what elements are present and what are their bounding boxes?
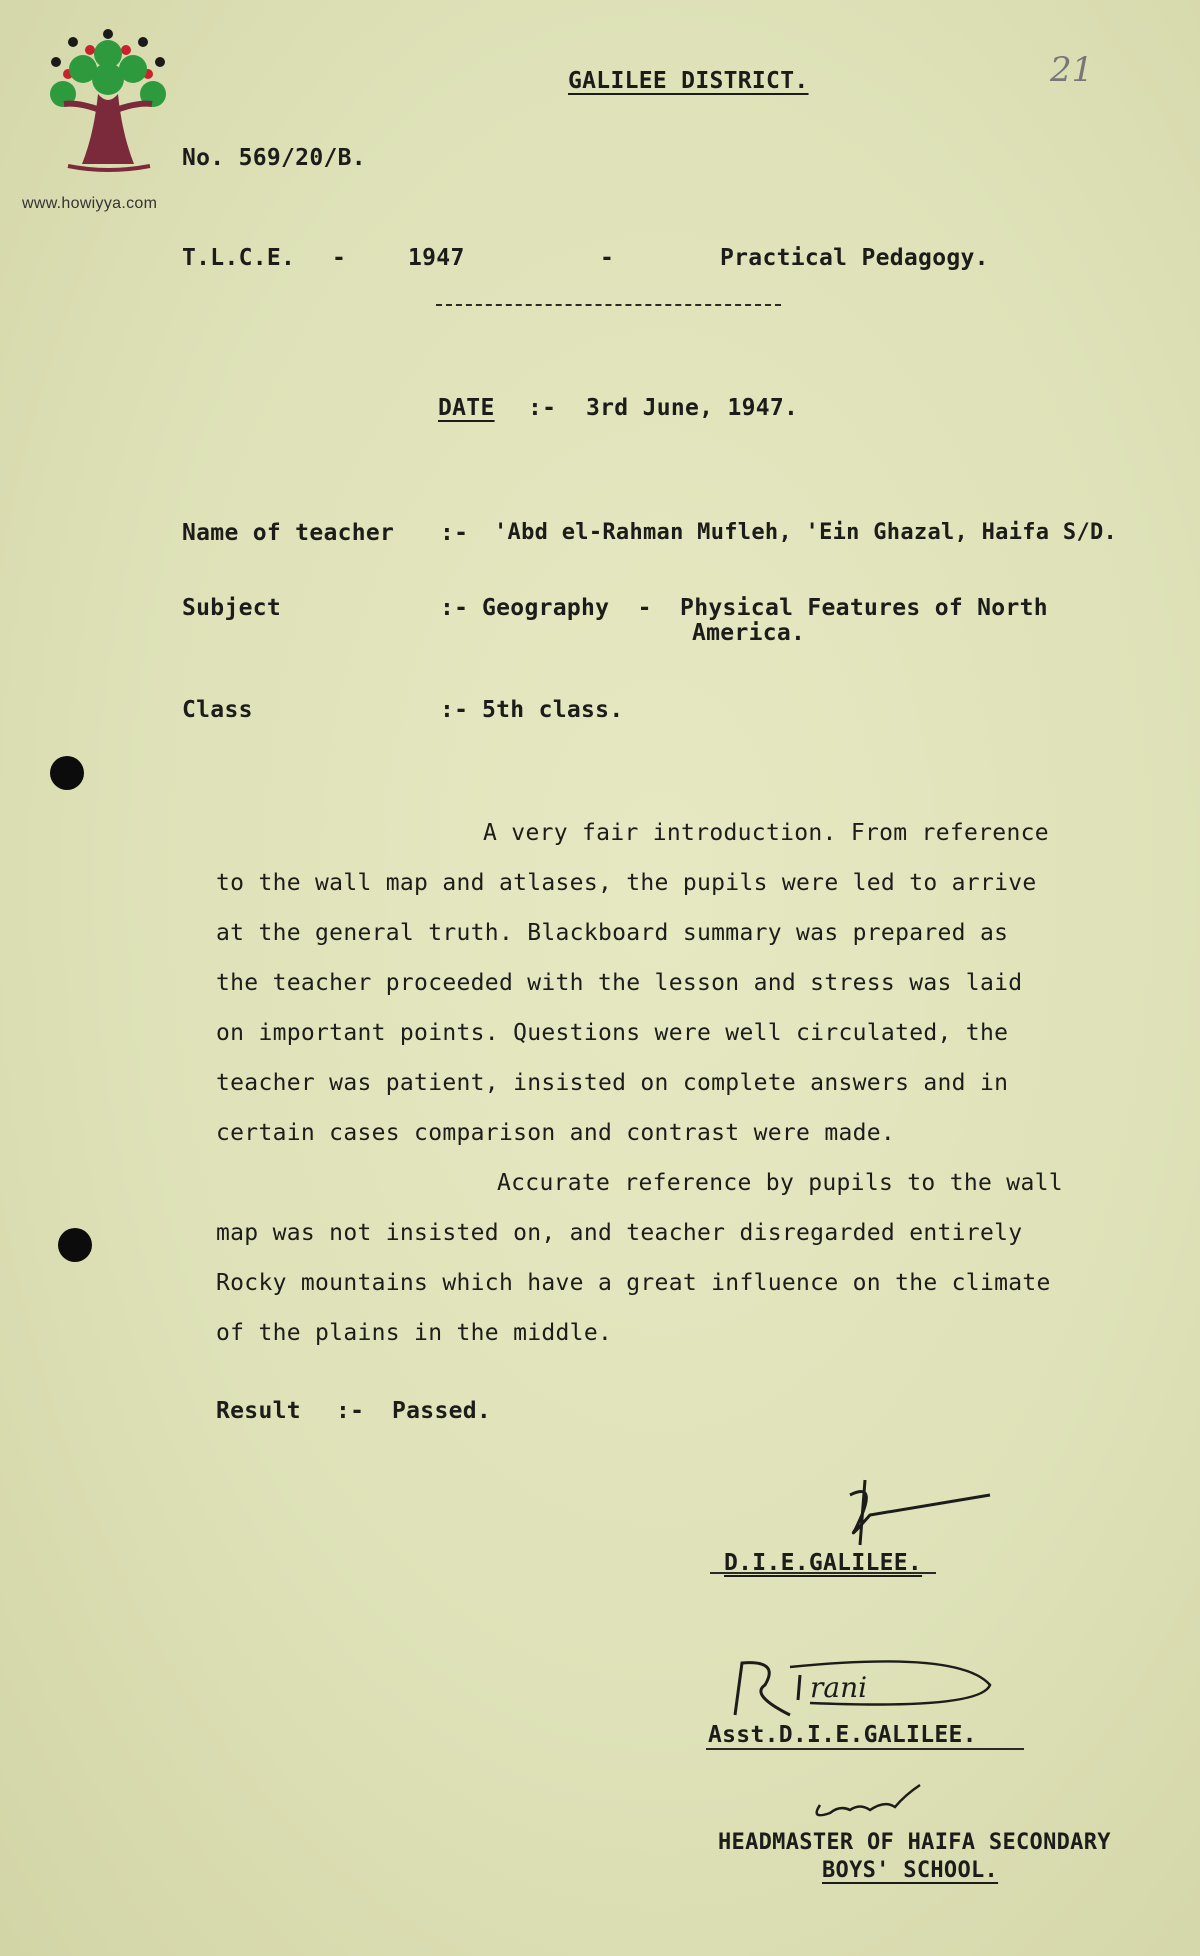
report-line: A very fair introduction. From reference — [483, 820, 1049, 846]
class-value: 5th class. — [482, 697, 624, 723]
course-name: Practical Pedagogy. — [720, 245, 989, 271]
header-dash-2: - — [600, 245, 615, 271]
signature-scrawl — [820, 1475, 1000, 1555]
page-mark: 21 — [1050, 50, 1094, 90]
report-line: the teacher proceeded with the lesson and stress was laid — [216, 970, 1023, 996]
punch-hole-top — [50, 756, 84, 790]
exam-year: 1947 — [408, 245, 465, 271]
watermark-url: www.howiyya.com — [22, 195, 158, 212]
punch-hole-bottom — [58, 1228, 92, 1262]
signature-title-die: D.I.E.GALILEE. — [724, 1550, 923, 1576]
subject-value: Geography - Physical Features of North — [482, 595, 1048, 621]
teacher-value: 'Abd el-Rahman Mufleh, 'Ein Ghazal, Haifa S/D. — [494, 520, 1118, 545]
subject-label: Subject — [182, 595, 282, 621]
signature-title-headmaster-continued: BOYS' SCHOOL. — [822, 1858, 999, 1883]
report-line: map was not insisted on, and teacher disregarded entirely — [216, 1220, 1023, 1246]
report-line: to the wall map and atlases, the pupils were led to arrive — [216, 870, 1037, 896]
date-value: 3rd June, 1947. — [586, 395, 799, 421]
result-separator: :- — [336, 1398, 365, 1424]
report-line: Accurate reference by pupils to the wall — [497, 1170, 1063, 1196]
teacher-separator: :- — [440, 520, 469, 546]
signature-irani — [720, 1655, 1000, 1725]
reference-number: No. 569/20/B. — [182, 145, 366, 171]
result-label: Result — [216, 1398, 301, 1424]
signature-line — [706, 1748, 1024, 1750]
report-line: on important points. Questions were well circulated, the — [216, 1020, 1009, 1046]
report-line: teacher was patient, insisted on complete answers and in — [216, 1070, 1009, 1096]
date-label: DATE — [438, 395, 495, 421]
result-value: Passed. — [392, 1398, 492, 1424]
howiyya-tree-logo — [38, 24, 178, 194]
district-title: GALILEE DISTRICT. — [568, 68, 809, 94]
report-line: of the plains in the middle. — [216, 1320, 613, 1346]
exam-code: T.L.C.E. — [182, 245, 296, 271]
subject-separator: :- — [440, 595, 469, 621]
teacher-label: Name of teacher — [182, 520, 395, 546]
date-separator: :- — [528, 395, 557, 421]
class-separator: :- — [440, 697, 469, 723]
signature-line — [710, 1572, 936, 1574]
subject-value-continued: America. — [692, 620, 806, 646]
signature-headmaster — [800, 1775, 930, 1825]
signature-title-asst: Asst.D.I.E.GALILEE. — [708, 1722, 977, 1748]
report-line: at the general truth. Blackboard summary was prepared as — [216, 920, 1009, 946]
svg-text:rani: rani — [810, 1671, 868, 1704]
class-label: Class — [182, 697, 253, 723]
dashed-divider — [436, 304, 781, 306]
report-line: Rocky mountains which have a great influence on the climate — [216, 1270, 1051, 1296]
signature-title-headmaster: HEADMASTER OF HAIFA SECONDARY — [718, 1830, 1111, 1855]
report-line: certain cases comparison and contrast were made. — [216, 1120, 896, 1146]
header-dash-1: - — [332, 245, 347, 271]
